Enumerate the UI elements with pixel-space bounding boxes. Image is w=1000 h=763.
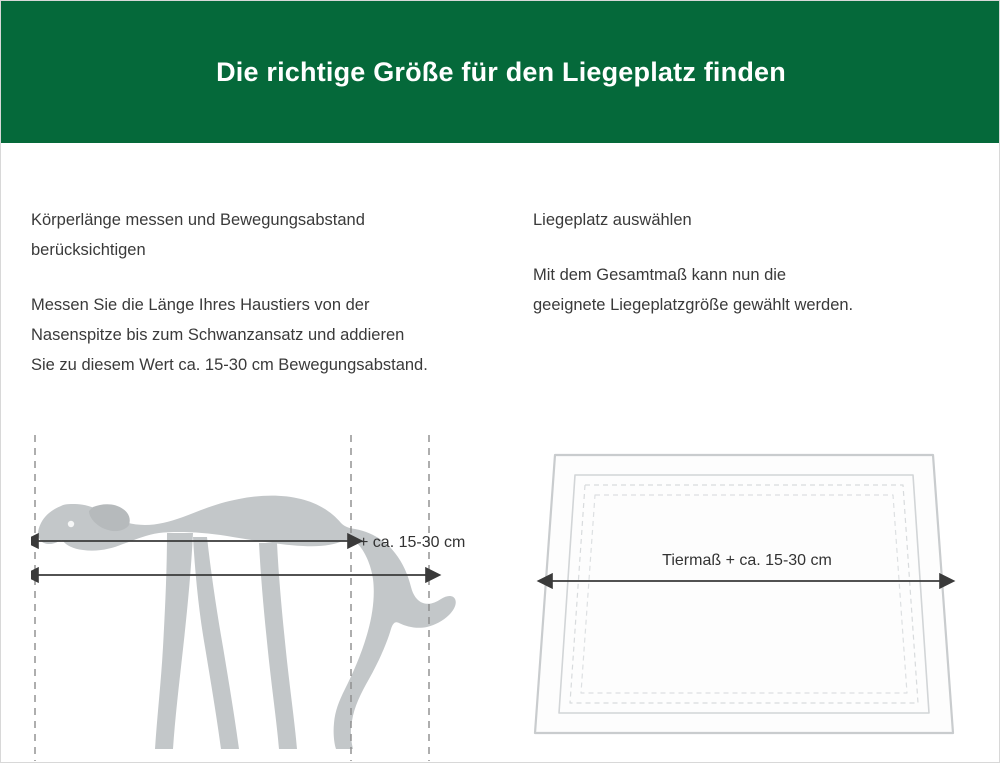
- left-column-body: Messen Sie die Länge Ihres Haustiers von der Nasenspitze bis zum Schwanzansatz und addieren Sie zu diesem Wert ca. 15-30 cm Bewegungsabstand.: [31, 296, 428, 374]
- bed-cushion-shape: [535, 455, 953, 733]
- bed-measure-label: Tiermaß + ca. 15-30 cm: [662, 552, 832, 569]
- left-column-heading: Körperlänge messen und Bewegungsabstand berücksichtigen: [31, 211, 365, 259]
- right-column-body: Mit dem Gesamtmaß kann nun die geeignete Liegeplatzgröße gewählt werden.: [533, 266, 854, 314]
- page-title: Die richtige Größe für den Liegeplatz finden: [216, 56, 786, 87]
- addition-label: + ca. 15-30 cm: [359, 534, 466, 551]
- column-left: [31, 143, 511, 763]
- header-banner: [1, 1, 1000, 143]
- column-right: [533, 143, 983, 763]
- dog-bed-figure: [533, 433, 983, 763]
- right-column-heading: Liegeplatz auswählen: [533, 211, 692, 229]
- content-columns: [1, 143, 1000, 763]
- dog-measurement-figure: [31, 433, 511, 763]
